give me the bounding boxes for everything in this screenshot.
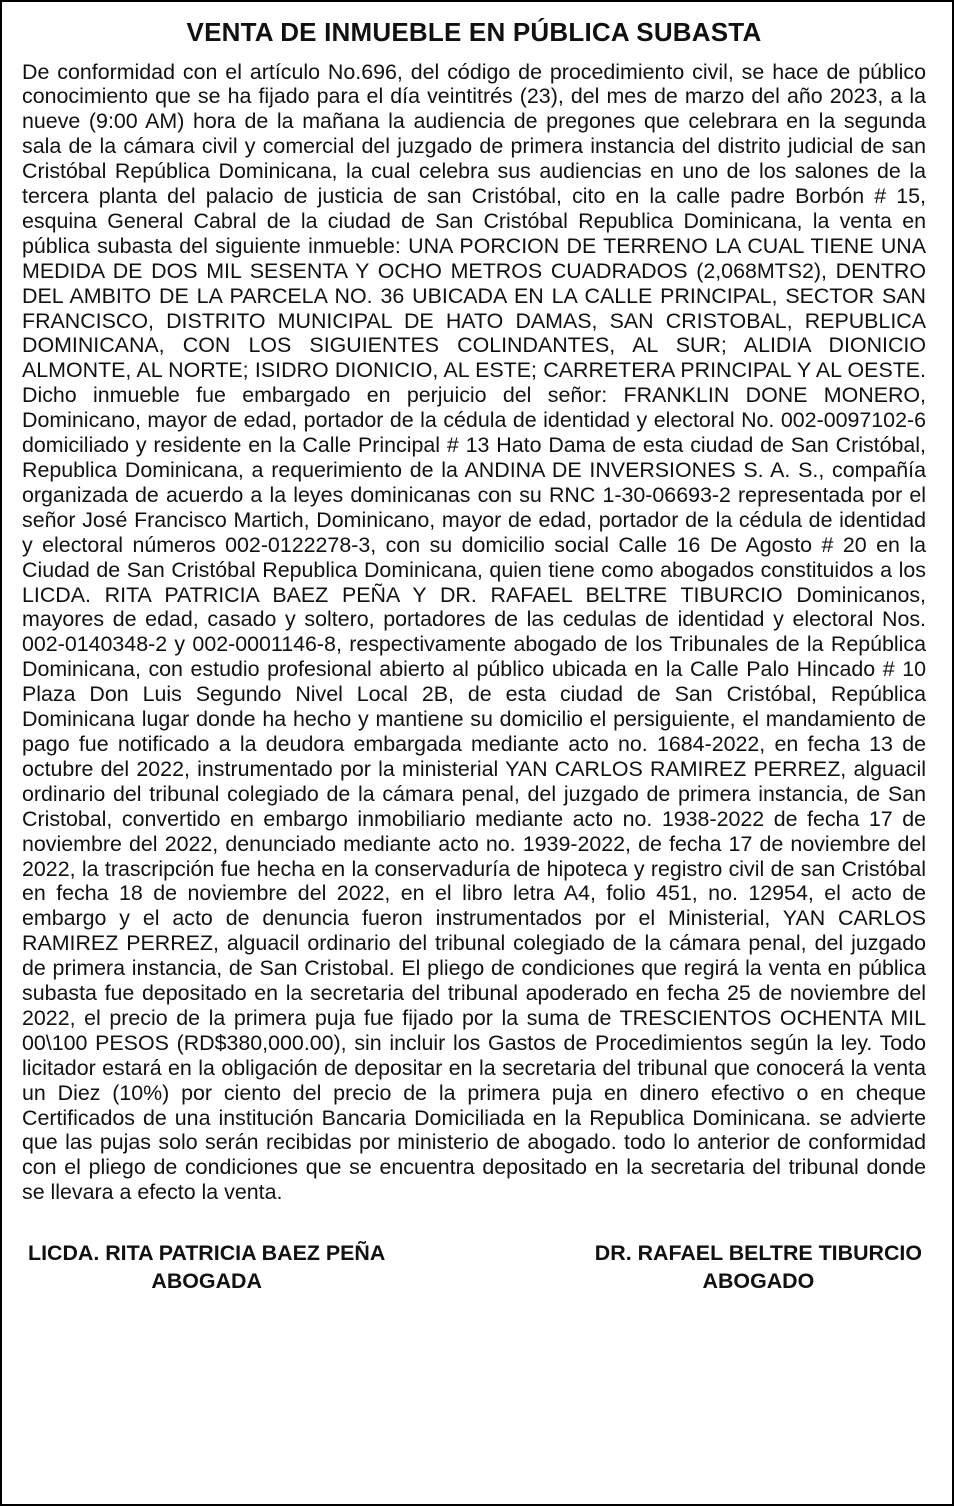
- signature-left-role: ABOGADA: [151, 1269, 262, 1294]
- signature-left: [28, 1239, 385, 1295]
- notice-body: De conformidad con el artículo No.696, del código de procedimiento civil, se hace de público conocimiento que se ha fijado para el día veintitrés (23), del mes de marzo del año 2023, a la nueve (9:00 AM) hora de la mañana la audiencia de pregones que celebrara en la segunda sala de la cámara civil y comercial del juzgado de primera instancia del distrito judicial de san Cristóbal República Dominicana, la cual celebra sus audiencias en uno de los salones de la tercera planta del palacio de justicia de san Cristóbal, cito en la calle padre Borbón # 15, esquina General Cabral de la ciudad de San Cristóbal Republica Dominicana, la venta en pública subasta del siguiente inmueble: UNA PORCION DE TERRENO LA CUAL TIENE UNA MEDIDA DE DOS MIL SESENTA Y OCHO METROS CUADRADOS (2,068MTS2), DENTRO DEL AMBITO DE LA PARCELA NO. 36 UBICADA EN LA CALLE PRINCIPAL, SECTOR SAN FRANCISCO, DISTRITO MUNICIPAL DE HATO DAMAS, SAN CRISTOBAL, REPUBLICA DOMINICANA, CON LOS SIGUIENTES COLINDANTES, AL SUR; ALIDIA DIONICIO ALMONTE, AL NORTE; ISIDRO DIONICIO, AL ESTE; CARRETERA PRINCIPAL Y AL OESTE. Dicho inmueble fue embargado en perjuicio del señor: FRANKLIN DONE MONERO, Dominicano, mayor de edad, portador de la cédula de identidad y electoral No. 002-0097102-6 domiciliado y residente en la Calle Principal # 13 Hato Dama de esta ciudad de San Cristóbal, Republica Dominicana, a requerimiento de la ANDINA DE INVERSIONES S. A. S., compañía organizada de acuerdo a la leyes dominicanas con su RNC 1-30-06693-2 representada por el señor José Francisco Martich, Dominicano, mayor de edad, portador de la cédula de identidad y electoral números 002-0122278-3, con su domicilio social Calle 16 De Agosto # 20 en la Ciudad de San Cristóbal Republica Dominicana, quien tiene como abogados constituidos a los LICDA. RITA PATRICIA BAEZ PEÑA Y DR. RAFAEL BELTRE TIBURCIO Dominicanos, mayores de edad, casado y soltero, portadores de las cedulas de identidad y electoral Nos. 002-0140348-2 y 002-0001146-8, respectivamente abogado de los Tribunales de la República Dominicana, con estudio profesional abierto al público ubicada en la Calle Palo Hincado # 10 Plaza Don Luis Segundo Nivel Local 2B, de esta ciudad de San Cristóbal, República Dominicana lugar donde ha hecho y mantiene su domicilio el persiguiente, el mandamiento de pago fue notificado a la deudora embargada mediante acto no. 1684-2022, en fecha 13 de octubre del 2022, instrumentado por la ministerial YAN CARLOS RAMIREZ PERREZ, alguacil ordinario del tribunal colegiado de la cámara penal, del juzgado de primera instancia, de San Cristobal, convertido en embargo inmobiliario mediante acto no. 1938-2022 de fecha 17 de noviembre del 2022, denunciado mediante acto no. 1939-2022, de fecha 17 de noviembre del 2022, la trascripción fue hecha en la conservaduría de hipoteca y registro civil de san Cristóbal en fecha 18 de noviembre del 2022, en el libro letra A4, folio 451, no. 12954, el acto de embargo y el acto de denuncia fueron instrumentados por el Ministerial, YAN CARLOS RAMIREZ PERREZ, alguacil ordinario del tribunal colegiado de la cámara penal, del juzgado de primera instancia, de San Cristobal. El pliego de condiciones que regirá la venta en pública subasta fue depositado en la secretaria del tribunal apoderado en fecha 25 de noviembre del 2022, el precio de la primera puja fue fijado por la suma de TRESCIENTOS OCHENTA MIL 00\100 PESOS (RD$380,000.00), sin incluir los Gastos de Procedimientos según la ley. Todo licitador estará en la obligación de depositar en la secretaria del tribunal que conocerá la venta un Diez (10%) por ciento del precio de la primera puja en dinero efectivo o en cheque Certificados de una institución Bancaria Domiciliada en la Republica Dominicana. se advierte que las pujas solo serán recibidas por ministerio de abogado. todo lo anterior de conformidad con el pliego de condiciones que se encuentra depositado en la secretaria del tribunal donde se llevara a efecto la venta.: [22, 59, 926, 1205]
- signature-right-role: ABOGADO: [702, 1269, 815, 1294]
- notice-title: VENTA DE INMUEBLE EN PÚBLICA SUBASTA: [186, 17, 762, 47]
- signature-right: [595, 1239, 922, 1295]
- signature-right-name: DR. RAFAEL BELTRE TIBURCIO: [594, 1241, 922, 1266]
- signature-block: [22, 1239, 926, 1295]
- signature-left-name: LICDA. RITA PATRICIA BAEZ PEÑA: [28, 1241, 386, 1266]
